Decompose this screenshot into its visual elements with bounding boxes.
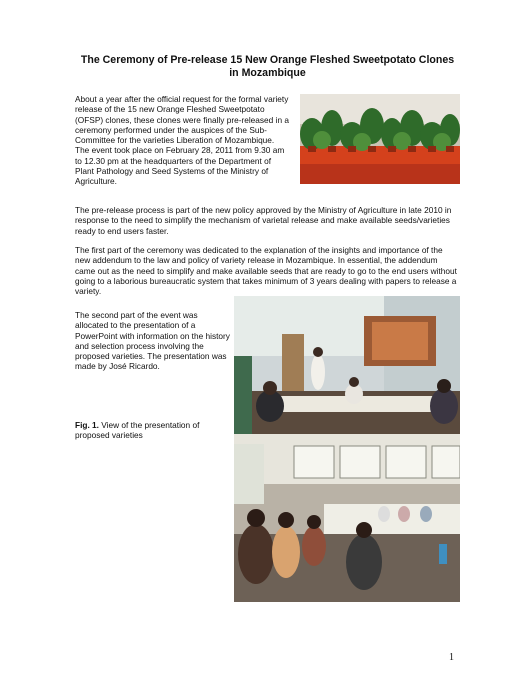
paragraph-intro: About a year after the official request for the formal variety release of the 15 new Orange Fleshed Sweetpotato (OFSP) clones, these clones were finally pre-released in a ceremony performed under the auspices of the Sub-Committee for the varieties Liberation of Mozambique. The event took place on February 28, 2011 from 9.30 am to 12.30 pm at the headquarters of the Department of Plant Pathology and Seed Systems of the Ministry of Agriculture.	[75, 94, 289, 187]
page-title: The Ceremony of Pre-release 15 New Orange Fleshed Sweetpotato Clones in Mozambique	[80, 54, 455, 79]
sweetpotato-plants-photo	[300, 94, 460, 184]
page-number: 1	[449, 652, 454, 663]
figure-caption-label: Fig. 1.	[75, 420, 99, 430]
paragraph-policy: The pre-release process is part of the new policy approved by the Ministry of Agriculture in late 2010 in response to the need to simplify the mechanism of varietal release and make available seeds/varieties ready to end users faster.	[75, 205, 452, 236]
paragraph-second-part: The second part of the event was allocated to the presentation of a PowerPoint with information on the history and selection process involving the proposed varieties. The presentation was made by José Ricardo.	[75, 310, 230, 372]
presentation-room-photo	[234, 296, 460, 434]
figure-caption-text: View of the presentation of proposed varieties	[75, 420, 200, 441]
audience-photo	[234, 434, 460, 602]
paragraph-first-part: The first part of the ceremony was dedicated to the explanation of the insights and importance of the new addendum to the law and policy of variety release in Mozambique. In essential, the addendum came out as the need to simplify and make available seeds that are ready to go to the end users without going to a laborious bureaucratic system that takes minimum of 3 years dealing with papers to release a variety.	[75, 245, 457, 297]
figure-caption	[75, 420, 225, 441]
